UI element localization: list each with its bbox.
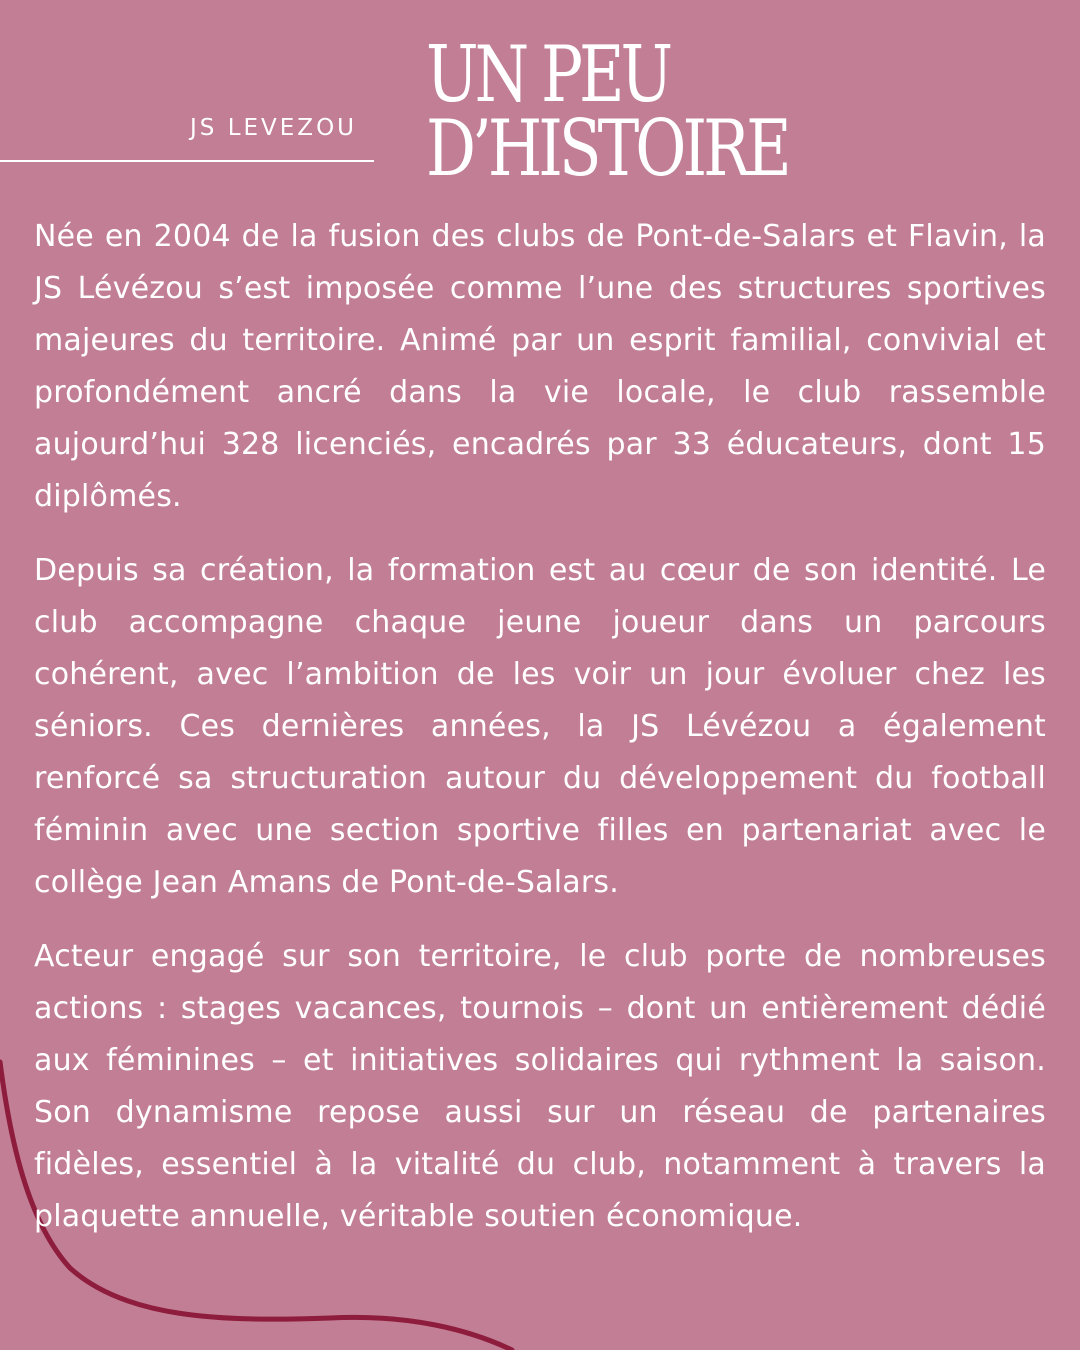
header-divider xyxy=(0,160,374,162)
history-paragraph-1: Née en 2004 de la fusion des clubs de Pont-de-Salars et Flavin, la JS Lévézou s’est imposée comme l’une des structures sportives majeures du territoire. Animé par un esprit familial, convivial et profondément ancré dans la vie locale, le club rassemble aujourd’hui 328 licenciés, encadrés par 33 éducateurs, dont 15 diplômés. xyxy=(34,219,1046,514)
page-title xyxy=(426,30,788,194)
history-paragraph-2: Depuis sa création, la formation est au cœur de son identité. Le club accompagne chaque jeune joueur dans un parcours cohérent, avec l’ambition de les voir un jour évoluer chez les séniors. Ces dernières années, la JS Lévézou a également renforcé sa structuration autour du développement du football féminin avec une section sportive filles en partenariat avec le collège Jean Amans de Pont-de-Salars. xyxy=(34,553,1046,900)
club-kicker: JS LEVEZOU xyxy=(190,115,358,141)
history-paragraph-3: Acteur engagé sur son territoire, le club porte de nombreuses actions : stages vacances, tournois – dont un entièrement dédié aux féminines – et initiatives solidaires qui rythment la saison. Son dynamisme repose aussi sur un réseau de partenaires fidèles, essentiel à la vitalité du club, notamment à travers la plaquette annuelle, véritable soutien économique. xyxy=(34,939,1046,1234)
page-title-line-1: UN PEU xyxy=(426,30,670,120)
history-text xyxy=(34,211,1046,1243)
page-title-line-2: D’HISTOIRE xyxy=(426,104,788,194)
